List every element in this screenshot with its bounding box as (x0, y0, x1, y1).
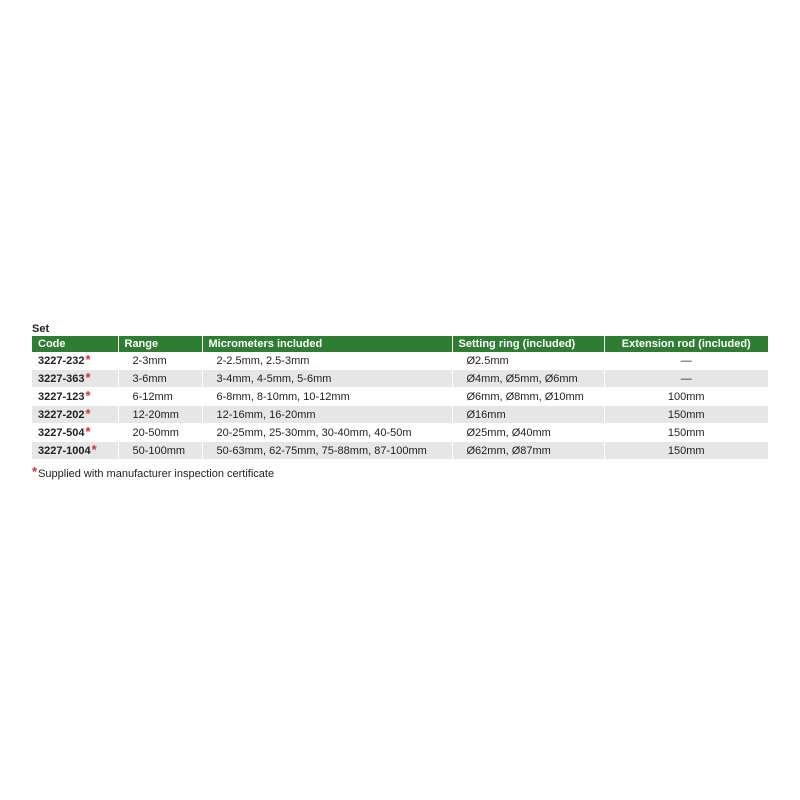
column-header-micrometers: Micrometers included (202, 336, 452, 352)
code-text: 3227-123 (38, 391, 85, 403)
code-text: 3227-202 (38, 409, 85, 421)
column-header-setting-ring: Setting ring (included) (452, 336, 604, 352)
range-cell: 20-50mm (118, 424, 202, 442)
micrometers-cell: 20-25mm, 25-30mm, 30-40mm, 40-50m (202, 424, 452, 442)
table-row (32, 442, 768, 460)
table-row (32, 388, 768, 406)
micrometers-cell: 3-4mm, 4-5mm, 5-6mm (202, 370, 452, 388)
extension-rod-cell: 100mm (604, 388, 768, 406)
extension-rod-cell: — (604, 352, 768, 370)
certificate-mark: * (85, 370, 91, 385)
table-row (32, 424, 768, 442)
code-text: 3227-232 (38, 355, 85, 367)
code-cell (32, 370, 118, 388)
certificate-mark: * (85, 388, 91, 403)
micrometers-cell: 50-63mm, 62-75mm, 75-88mm, 87-100mm (202, 442, 452, 460)
table-header-row (32, 336, 768, 352)
range-cell: 50-100mm (118, 442, 202, 460)
code-text: 3227-1004 (38, 445, 91, 457)
range-cell: 2-3mm (118, 352, 202, 370)
range-cell: 6-12mm (118, 388, 202, 406)
range-cell: 12-20mm (118, 406, 202, 424)
column-header-range: Range (118, 336, 202, 352)
extension-rod-cell: 150mm (604, 442, 768, 460)
code-cell (32, 406, 118, 424)
certificate-mark: * (91, 442, 97, 457)
certificate-mark: * (85, 352, 91, 367)
footnote-mark: * (32, 464, 38, 479)
code-text: 3227-504 (38, 427, 85, 439)
code-cell (32, 388, 118, 406)
setting-ring-cell: Ø62mm, Ø87mm (452, 442, 604, 460)
table-title: Set (32, 323, 50, 335)
range-cell: 3-6mm (118, 370, 202, 388)
table-row (32, 370, 768, 388)
code-cell (32, 442, 118, 460)
setting-ring-cell: Ø16mm (452, 406, 604, 424)
spec-table-container (32, 322, 768, 480)
micrometers-cell: 6-8mm, 8-10mm, 10-12mm (202, 388, 452, 406)
setting-ring-cell: Ø2.5mm (452, 352, 604, 370)
code-text: 3227-363 (38, 373, 85, 385)
certificate-mark: * (85, 424, 91, 439)
micrometers-cell: 2-2.5mm, 2.5-3mm (202, 352, 452, 370)
certificate-mark: * (85, 406, 91, 421)
setting-ring-cell: Ø6mm, Ø8mm, Ø10mm (452, 388, 604, 406)
table-row (32, 352, 768, 370)
extension-rod-cell: — (604, 370, 768, 388)
column-header-code: Code (32, 336, 118, 352)
table-row (32, 406, 768, 424)
footnote-text: Supplied with manufacturer inspection certificate (38, 468, 275, 480)
micrometers-cell: 12-16mm, 16-20mm (202, 406, 452, 424)
setting-ring-cell: Ø25mm, Ø40mm (452, 424, 604, 442)
setting-ring-cell: Ø4mm, Ø5mm, Ø6mm (452, 370, 604, 388)
code-cell (32, 352, 118, 370)
code-cell (32, 424, 118, 442)
spec-table (32, 336, 768, 460)
footnote (32, 464, 768, 480)
column-header-extension-rod: Extension rod (included) (604, 336, 768, 352)
extension-rod-cell: 150mm (604, 424, 768, 442)
extension-rod-cell: 150mm (604, 406, 768, 424)
